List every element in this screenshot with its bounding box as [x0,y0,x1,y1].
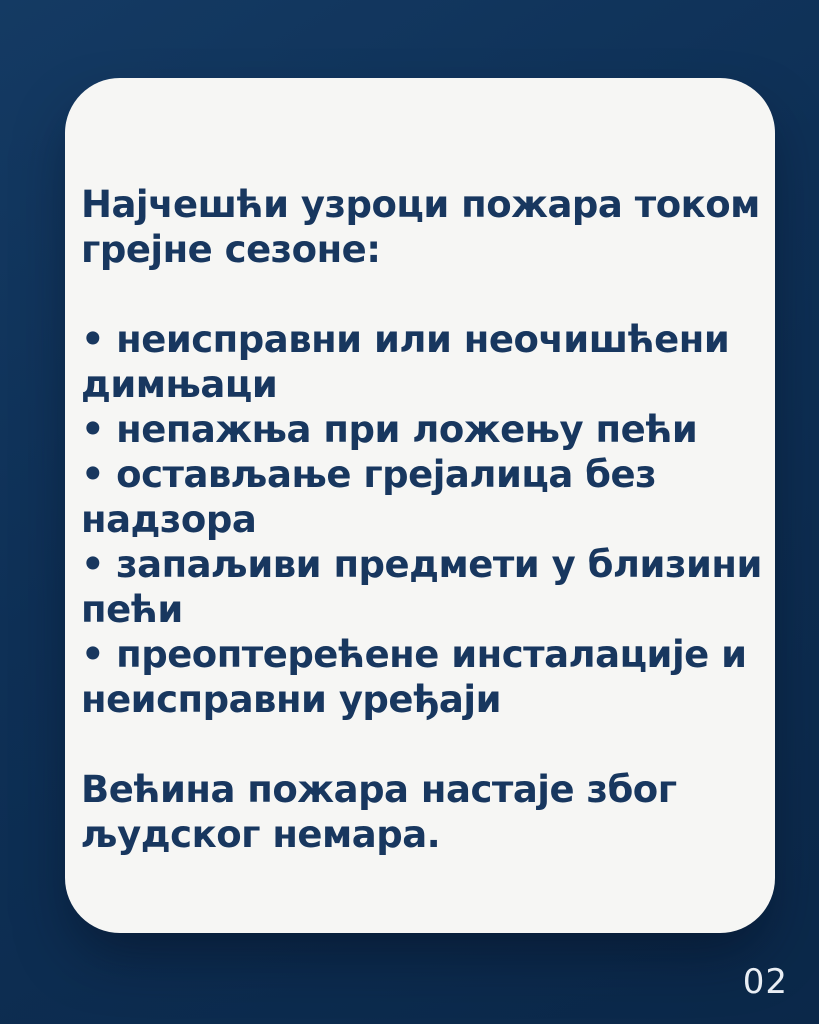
bullet-item [81,317,773,407]
conclusion-text: Већина пожара настаје због људског немара. [81,768,677,856]
card-text-block [81,182,773,857]
bullet-marker: • [81,318,105,361]
bullet-item [81,632,773,722]
bullet-list [81,317,773,722]
bullet-item [81,542,773,632]
bullet-marker: • [81,453,105,496]
card-title: Најчешћи узроци пожара током грејне сезоне: [81,183,760,271]
bullet-text: преоптерећене инсталације и неисправни уређаји [81,633,747,721]
bullet-item [81,452,773,542]
bullet-text: непажња при ложењу пећи [116,408,698,451]
bullet-text: запаљиви предмети у близини пећи [81,543,762,631]
bullet-marker: • [81,408,105,451]
bullet-text: неисправни или неочишћени димњаци [81,318,730,406]
content-card [65,78,775,933]
bullet-text: остављање грејалица без надзора [81,453,657,541]
bullet-item [81,407,773,452]
page-number: 02 [742,962,788,1002]
bullet-marker: • [81,543,105,586]
bullet-marker: • [81,633,105,676]
